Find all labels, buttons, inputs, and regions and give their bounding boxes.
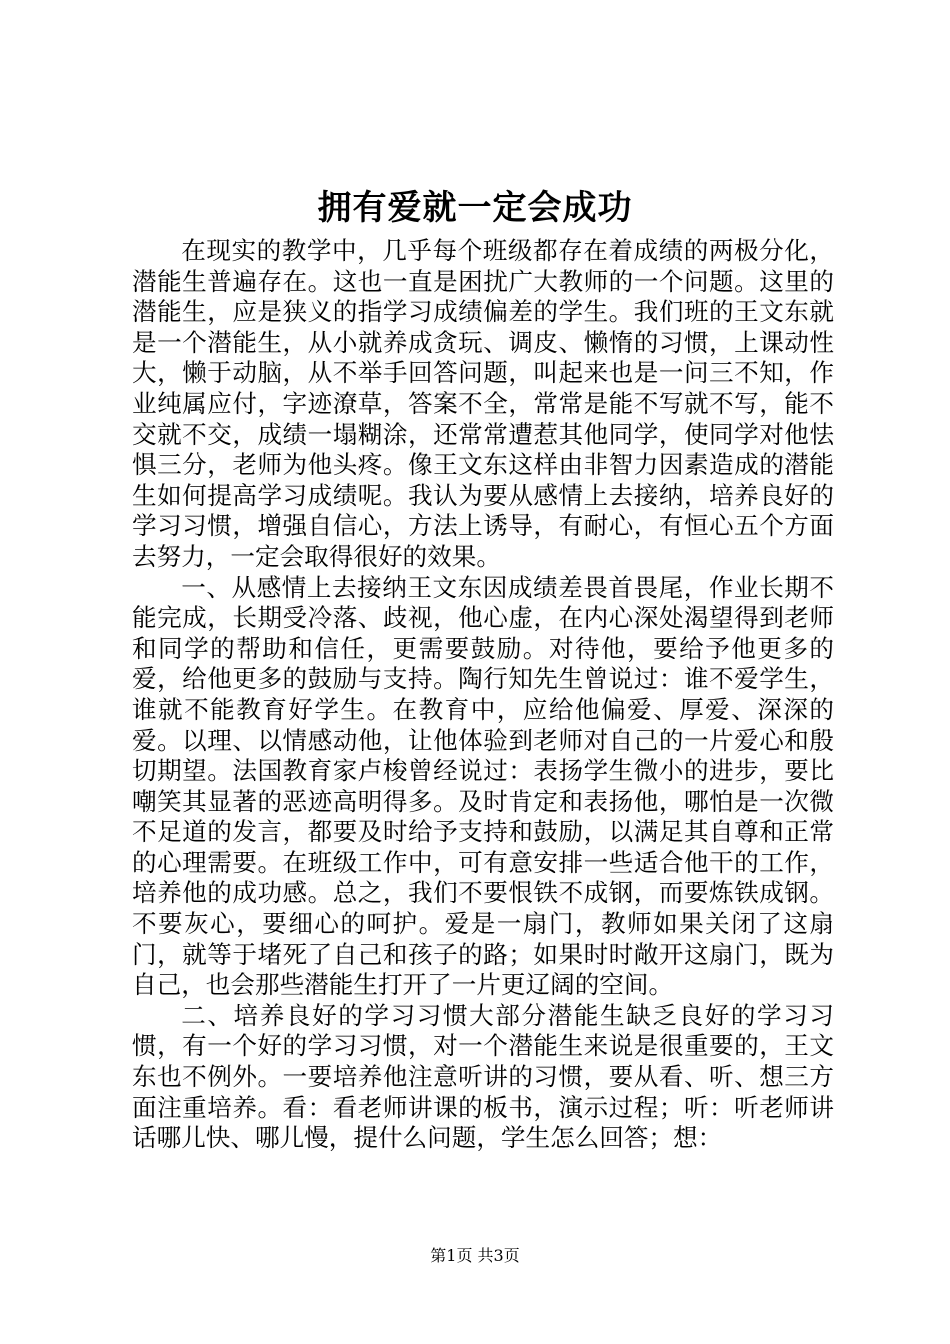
paragraph-section-1: 一、从感情上去接纳王文东因成绩差畏首畏尾，作业长期不能完成，长期受冷落、歧视，他心虚，在内心深处渴望得到老师和同学的帮助和信任，更需要鼓励。对待他，要给予他更多的爱，给他更多的鼓励与支持。陶行知先生曾说过：谁不爱学生，谁就不能教育好学生。在教育中，应给他偏爱、厚爱、深深的爱。以理、以情感动他，让他体验到老师对自己的一片爱心和殷切期望。法国教育家卢梭曾经说过：表扬学生微小的进步，要比嘲笑其显著的恶迹高明得多。及时肯定和表扬他，哪怕是一次微不足道的发言，都要及时给予支持和鼓励，以满足其自尊和正常的心理需要。在班级工作中，可有意安排一些适合他干的工作，培养他的成功感。总之，我们不要恨铁不成钢，而要炼铁成钢。不要灰心，要细心的呵护。爱是一扇门，教师如果关闭了这扇门，就等于堵死了自己和孩子的路；如果时时敞开这扇门，既为自己，也会那些潜能生打开了一片更辽阔的空间。: [132, 572, 834, 1000]
document-title: 拥有爱就一定会成功: [317, 188, 633, 228]
paragraph-intro: 在现实的教学中，几乎每个班级都存在着成绩的两极分化，潜能生普遍存在。这也一直是困扰广大教师的一个问题。这里的潜能生，应是狭义的指学习成绩偏差的学生。我们班的王文东就是一个潜能生，从小就养成贪玩、调皮、懒惰的习惯，上课动性大，懒于动脑，从不举手回答问题，叫起来也是一问三不知，作业纯属应付，字迹潦草，答案不全，常常是能不写就不写，能不交就不交，成绩一塌糊涂，还常常遭惹其他同学，使同学对他怯惧三分，老师为他头疼。像王文东这样由非智力因素造成的潜能生如何提高学习成绩呢。我认为要从感情上去接纳，培养良好的学习习惯，增强自信心，方法上诱导，有耐心，有恒心五个方面去努力，一定会取得很好的效果。: [132, 236, 834, 571]
paragraph-section-2: 二、培养良好的学习习惯大部分潜能生缺乏良好的学习习惯，有一个好的学习习惯，对一个潜能生来说是很重要的，王文东也不例外。一要培养他注意听讲的习惯，要从看、听、想三方面注重培养。看：看老师讲课的板书，演示过程；听：听老师讲话哪儿快、哪儿慢，提什么问题，学生怎么回答；想：: [132, 1000, 834, 1153]
document-body: [132, 236, 834, 1154]
page-footer: 第1页 共3页: [430, 1246, 520, 1265]
